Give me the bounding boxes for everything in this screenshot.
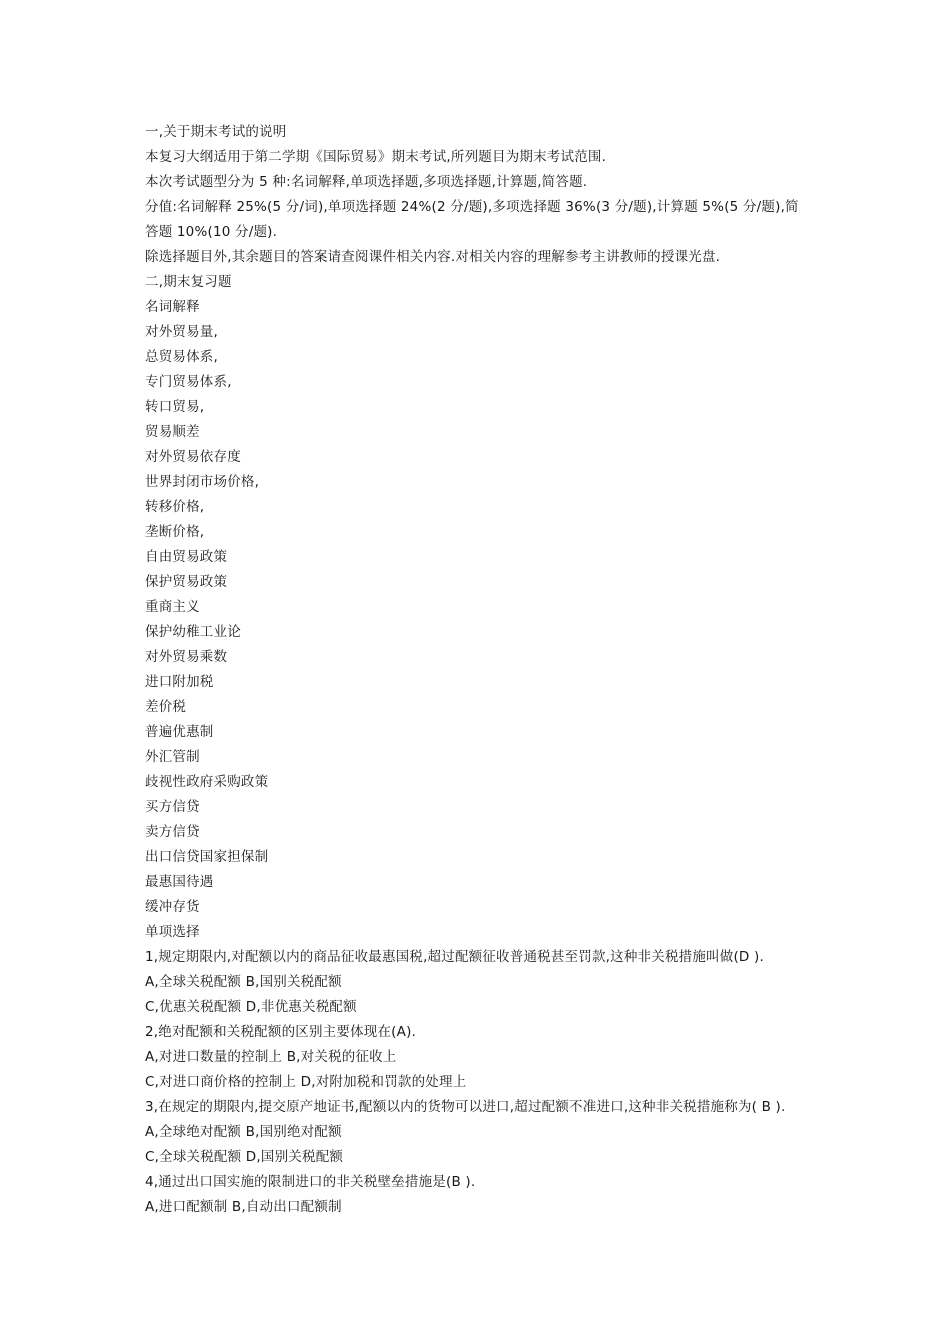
question: 2,绝对配额和关税配额的区别主要体现在(A). <box>145 1024 417 1040</box>
answer-options: A,全球绝对配额 B,国别绝对配额 <box>145 1124 342 1140</box>
term-item: 自由贸易政策 <box>145 549 228 565</box>
term-item: 垄断价格, <box>145 524 205 540</box>
term-item: 世界封闭市场价格, <box>145 474 260 490</box>
subsection-heading: 名词解释 <box>145 299 200 315</box>
term-item: 对外贸易依存度 <box>145 449 241 465</box>
document-body <box>145 120 815 1220</box>
question: 1,规定期限内,对配额以内的商品征收最惠国税,超过配额征收普通税甚至罚款,这种非关税措施叫做(D ). <box>145 949 764 965</box>
subsection-heading: 单项选择 <box>145 924 200 940</box>
answer-options: C,全球关税配额 D,国别关税配额 <box>145 1149 344 1165</box>
term-item: 重商主义 <box>145 599 200 615</box>
term-item: 歧视性政府采购政策 <box>145 774 269 790</box>
term-item: 转移价格, <box>145 499 205 515</box>
section-heading: 二,期末复习题 <box>145 274 232 290</box>
term-item: 保护幼稚工业论 <box>145 624 241 640</box>
term-item: 进口附加税 <box>145 674 214 690</box>
answer-options: A,进口配额制 B,自动出口配额制 <box>145 1199 342 1215</box>
term-item: 专门贸易体系, <box>145 374 232 390</box>
term-item: 差价税 <box>145 699 187 715</box>
section-heading: 一,关于期末考试的说明 <box>145 124 287 140</box>
answer-options: C,对进口商价格的控制上 D,对附加税和罚款的处理上 <box>145 1074 467 1090</box>
term-item: 普遍优惠制 <box>145 724 214 740</box>
term-item: 买方信贷 <box>145 799 200 815</box>
term-item: 外汇管制 <box>145 749 200 765</box>
term-item: 对外贸易乘数 <box>145 649 228 665</box>
term-item: 总贸易体系, <box>145 349 218 365</box>
answer-options: C,优惠关税配额 D,非优惠关税配额 <box>145 999 357 1015</box>
question: 4,通过出口国实施的限制进口的非关税壁垒措施是(B ). <box>145 1174 476 1190</box>
paragraph: 本复习大纲适用于第二学期《国际贸易》期末考试,所列题目为期末考试范围. <box>145 149 607 165</box>
term-item: 贸易顺差 <box>145 424 200 440</box>
term-item: 对外贸易量, <box>145 324 218 340</box>
paragraph: 本次考试题型分为 5 种:名词解释,单项选择题,多项选择题,计算题,简答题. <box>145 174 588 190</box>
term-item: 缓冲存货 <box>145 899 200 915</box>
question: 3,在规定的期限内,提交原产地证书,配额以内的货物可以进口,超过配额不准进口,这种非关税措施称为( B ). <box>145 1099 786 1115</box>
term-item: 出口信贷国家担保制 <box>145 849 269 865</box>
answer-options: A,全球关税配额 B,国别关税配额 <box>145 974 342 990</box>
paragraph: 除选择题目外,其余题目的答案请查阅课件相关内容.对相关内容的理解参考主讲教师的授课光盘. <box>145 249 721 265</box>
term-item: 最惠国待遇 <box>145 874 214 890</box>
term-item: 转口贸易, <box>145 399 205 415</box>
paragraph: 分值:名词解释 25%(5 分/词),单项选择题 24%(2 分/题),多项选择题 36%(3 分/题),计算题 5%(5 分/题),简答题 10%(10 分/题). <box>145 199 799 240</box>
term-item: 保护贸易政策 <box>145 574 228 590</box>
term-item: 卖方信贷 <box>145 824 200 840</box>
answer-options: A,对进口数量的控制上 B,对关税的征收上 <box>145 1049 397 1065</box>
